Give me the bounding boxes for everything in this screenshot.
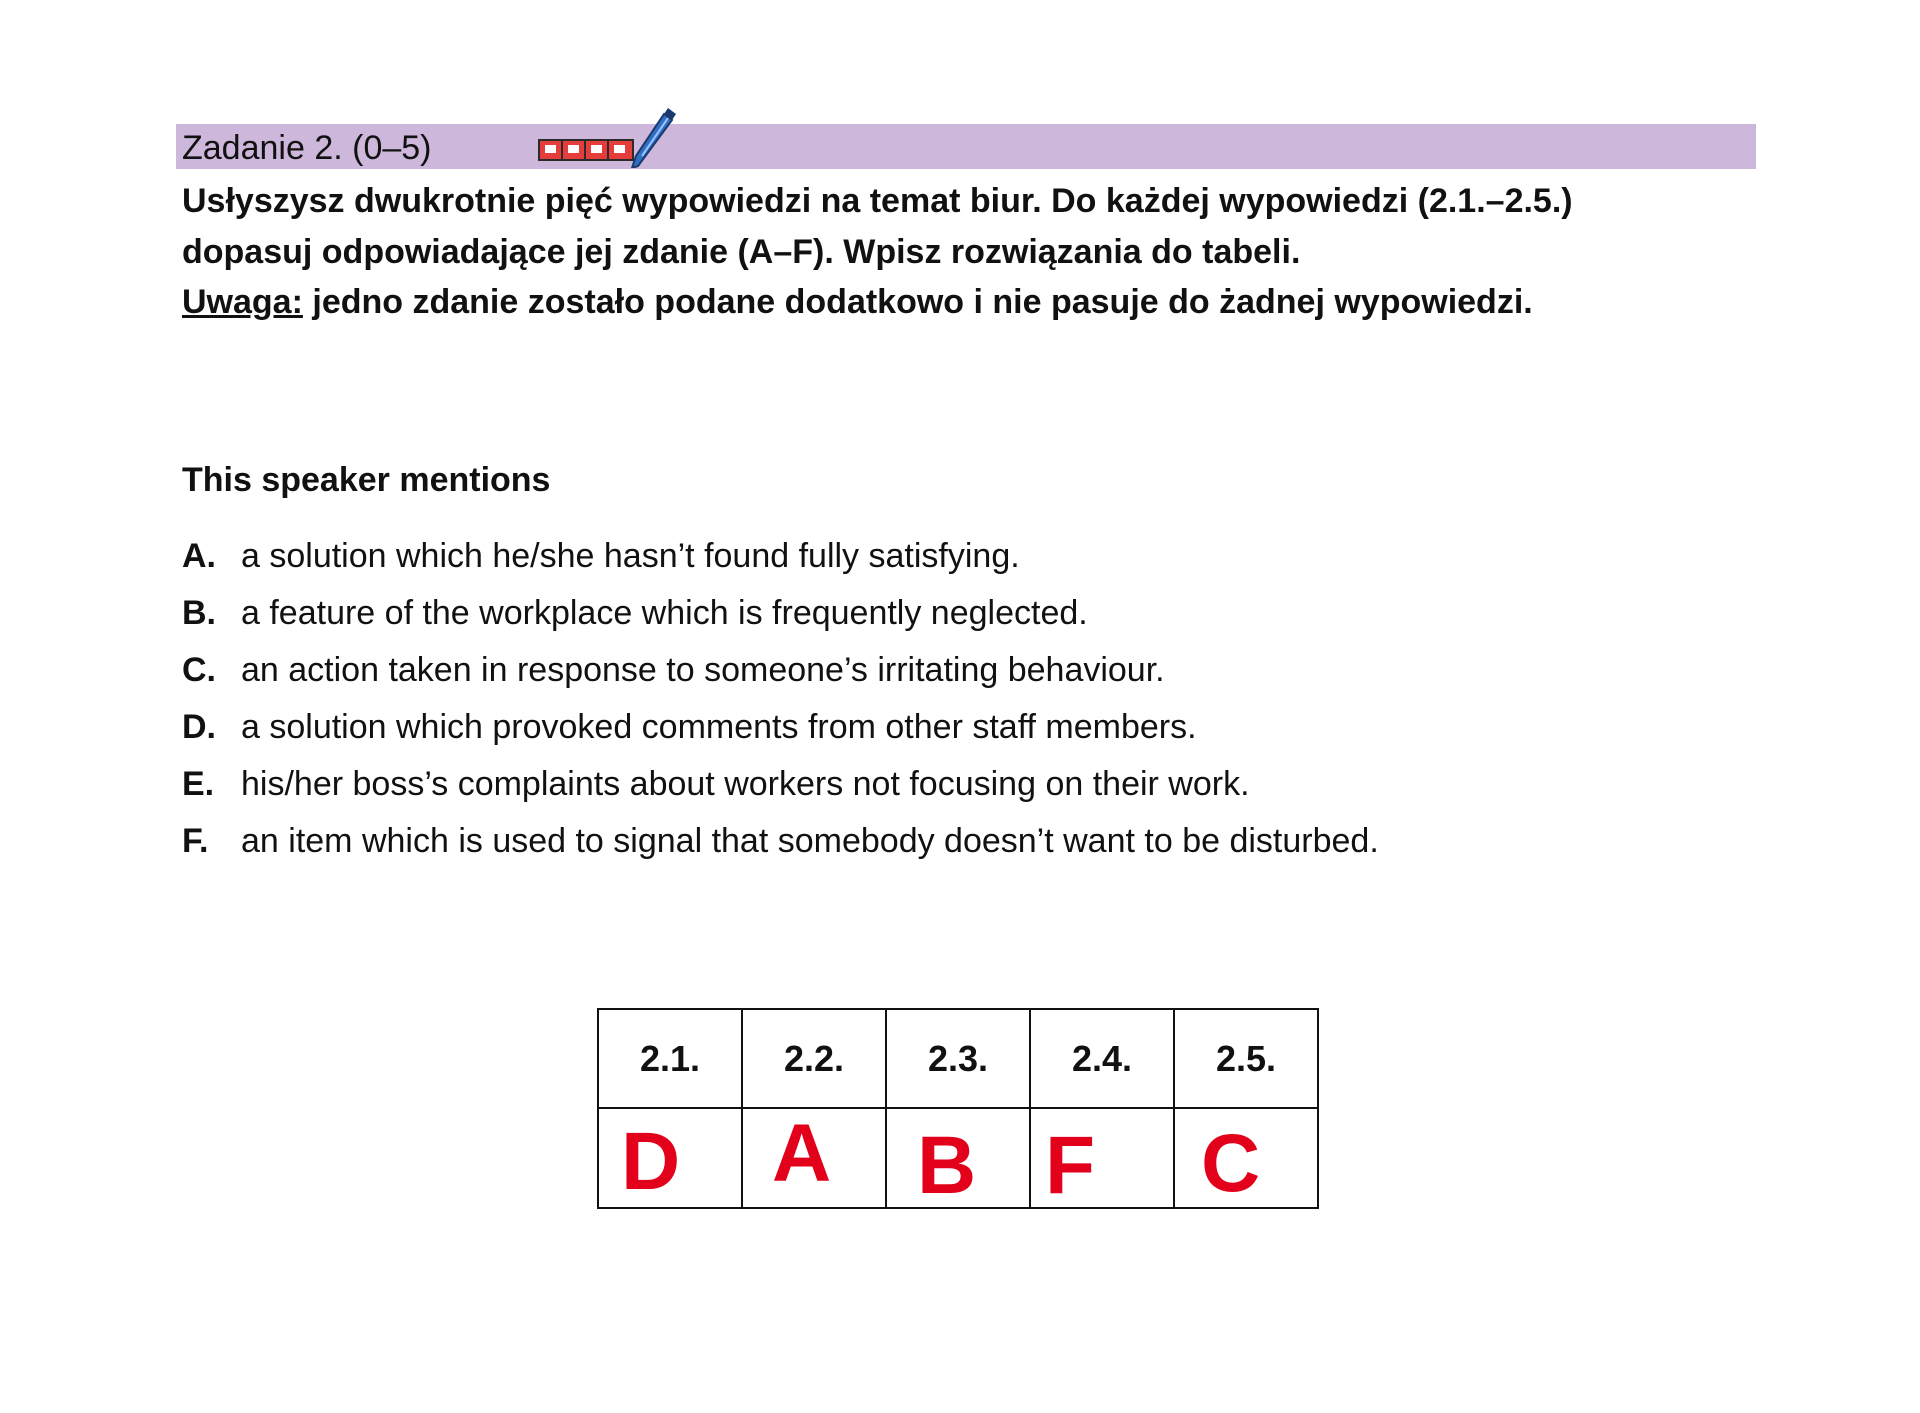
option-b [182,594,1379,651]
task-title: Zadanie 2. (0–5) [182,129,432,167]
option-text: a solution which he/she hasn’t found fully satisfying. [241,537,1020,575]
answer-table-answer-row [598,1108,1318,1208]
pen-icon [630,106,676,168]
option-text: a solution which provoked comments from other staff members. [241,708,1197,746]
options-list [182,537,1379,879]
score-box [586,141,609,159]
option-a [182,537,1379,594]
answer-mark: D [621,1116,681,1207]
answer-number: 2.5. [1174,1009,1318,1108]
answer-cell[interactable] [886,1108,1030,1211]
score-boxes [538,139,634,161]
note-label: Uwaga: [182,283,303,321]
options-prompt: This speaker mentions [182,461,551,499]
answer-cell[interactable] [1174,1108,1318,1208]
option-letter: F. [182,822,209,860]
answer-cell[interactable] [742,1108,886,1208]
option-letter: D. [182,708,216,746]
option-text: an action taken in response to someone’s irritating behaviour. [241,651,1165,689]
answer-number: 2.3. [886,1009,1030,1108]
option-text: his/her boss’s complaints about workers not focusing on their work. [241,765,1250,803]
answer-mark: C [1201,1118,1261,1209]
answer-number: 2.2. [742,1009,886,1108]
option-letter: A. [182,537,216,575]
option-e [182,765,1379,822]
answer-number: 2.1. [598,1009,742,1108]
task-instructions [182,176,1762,328]
instruction-line-1: Usłyszysz dwukrotnie pięć wypowiedzi na temat biur. Do każdej wypowiedzi (2.1.–2.5.) [182,182,1573,220]
option-d [182,708,1379,765]
option-text: a feature of the workplace which is frequently neglected. [241,594,1088,632]
option-text: an item which is used to signal that somebody doesn’t want to be disturbed. [241,822,1379,860]
score-box [540,141,563,159]
option-letter: E. [182,765,215,803]
answer-cell[interactable] [1030,1108,1174,1211]
option-letter: C. [182,651,216,689]
note-text: jedno zdanie zostało podane dodatkowo i nie pasuje do żadnej wypowiedzi. [302,283,1533,321]
answer-table [597,1008,1319,1209]
instruction-note [182,277,1762,328]
score-box [563,141,586,159]
score-box [609,141,632,159]
option-c [182,651,1379,708]
answer-mark: A [772,1108,832,1199]
answer-number: 2.4. [1030,1009,1174,1108]
option-f [182,822,1379,879]
answer-mark: B [917,1120,977,1211]
option-letter: B. [182,594,216,632]
answer-cell[interactable] [598,1108,742,1208]
answer-mark: F [1045,1120,1096,1211]
instruction-line-2: dopasuj odpowiadające jej zdanie (A–F). Wpisz rozwiązania do tabeli. [182,232,1301,271]
answer-table-header-row [598,1009,1318,1108]
